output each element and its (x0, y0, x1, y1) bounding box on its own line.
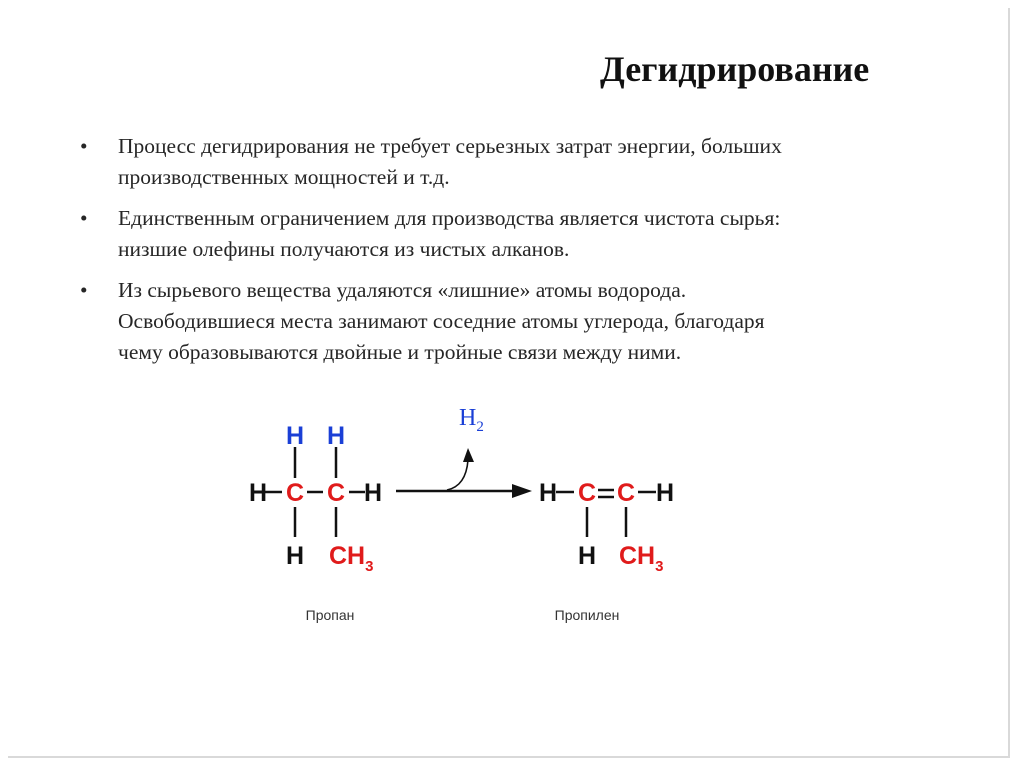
group-ch3 (619, 542, 663, 575)
group-ch3-subscript: 3 (655, 558, 664, 575)
atom-h-left: H (248, 479, 268, 507)
bullet-line: Освободившиеся места занимают соседние атомы углерода, благодаря (118, 309, 765, 333)
propylene-structure (539, 479, 674, 623)
atom-c1: C (285, 479, 305, 507)
group-ch3-label: CH (329, 542, 366, 570)
atom-h-right: H (655, 479, 675, 507)
bullet-line: чему образовываются двойные и тройные связи между ними. (118, 340, 682, 364)
byproduct-arrow-head (463, 448, 474, 462)
byproduct-subscript: 2 (476, 419, 484, 435)
group-ch3-subscript: 3 (365, 558, 374, 575)
group-ch3-label: CH (619, 542, 656, 570)
propane-caption: Пропан (305, 607, 355, 623)
bullet-line: производственных мощностей и т.д. (118, 165, 450, 189)
byproduct-h2 (459, 405, 484, 435)
slide-title: Дегидрирование (600, 49, 870, 89)
bullet-line: Единственным ограничением для производства является чистота сырья: (118, 206, 781, 230)
atom-c1: C (577, 479, 597, 507)
atom-h-bottom: H (577, 542, 597, 570)
atom-h-top-left: H (285, 422, 305, 450)
reaction-arrow (396, 405, 532, 498)
atom-h-bottom: H (285, 542, 305, 570)
atom-h-left: H (538, 479, 558, 507)
bullet-marker: • (80, 278, 88, 302)
atom-h-right: H (363, 479, 383, 507)
group-ch3 (329, 542, 373, 575)
bullet-line: низшие олефины получаются из чистых алканов. (118, 237, 570, 261)
byproduct-symbol: H (459, 405, 477, 431)
propane-structure (249, 422, 382, 623)
byproduct-curve (447, 460, 468, 490)
propylene-caption: Пропилен (554, 607, 620, 623)
atom-h-top-right: H (326, 422, 346, 450)
bullet-marker: • (80, 134, 88, 158)
atom-c2: C (616, 479, 636, 507)
atom-c2: C (326, 479, 346, 507)
arrow-head (512, 484, 532, 498)
bullet-line: Процесс дегидрирования не требует серьезных затрат энергии, больших (118, 134, 782, 158)
bullet-marker: • (80, 206, 88, 230)
propane-bonds (265, 447, 365, 537)
bullet-line: Из сырьевого вещества удаляются «лишние» атомы водорода. (118, 278, 687, 302)
propylene-bonds (556, 490, 656, 537)
